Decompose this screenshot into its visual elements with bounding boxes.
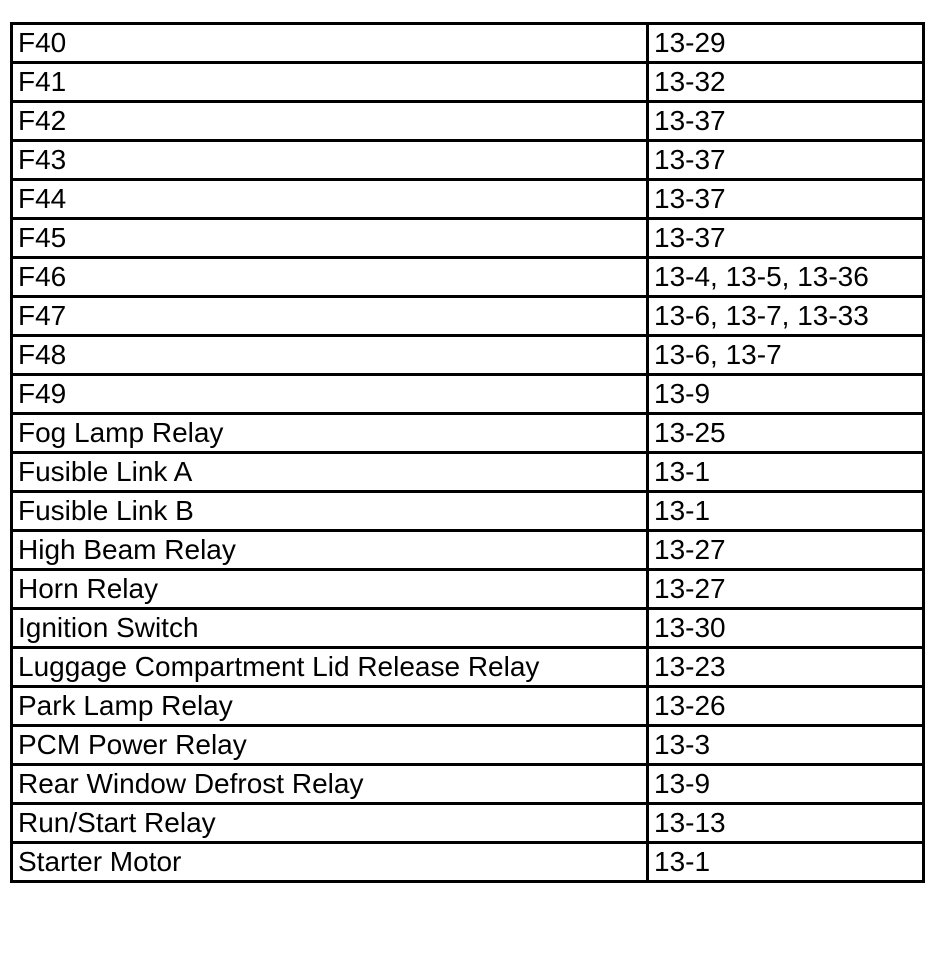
table-row: [12, 336, 924, 375]
table-row: [12, 531, 924, 570]
page-cell: 13-27: [648, 570, 924, 609]
component-cell: High Beam Relay: [12, 531, 648, 570]
component-cell: F44: [12, 180, 648, 219]
table-row: [12, 687, 924, 726]
table-row: [12, 843, 924, 882]
page-cell: 13-4, 13-5, 13-36: [648, 258, 924, 297]
component-cell: F47: [12, 297, 648, 336]
page-cell: 13-29: [648, 24, 924, 63]
table-row: [12, 414, 924, 453]
page-cell: 13-25: [648, 414, 924, 453]
page-cell: 13-9: [648, 375, 924, 414]
page-cell: 13-37: [648, 180, 924, 219]
page-cell: 13-37: [648, 102, 924, 141]
page-cell: 13-1: [648, 843, 924, 882]
component-cell: F45: [12, 219, 648, 258]
table-row: [12, 219, 924, 258]
table-row: [12, 804, 924, 843]
table-row: [12, 648, 924, 687]
page-cell: 13-6, 13-7: [648, 336, 924, 375]
component-cell: Luggage Compartment Lid Release Relay: [12, 648, 648, 687]
component-cell: Fusible Link B: [12, 492, 648, 531]
page-cell: 13-32: [648, 63, 924, 102]
component-index-table-wrapper: [10, 22, 922, 883]
component-cell: Ignition Switch: [12, 609, 648, 648]
component-cell: F40: [12, 24, 648, 63]
table-row: [12, 24, 924, 63]
component-cell: Fog Lamp Relay: [12, 414, 648, 453]
page-cell: 13-1: [648, 453, 924, 492]
component-cell: F49: [12, 375, 648, 414]
page-cell: 13-26: [648, 687, 924, 726]
table-row: [12, 609, 924, 648]
page-cell: 13-9: [648, 765, 924, 804]
table-row: [12, 375, 924, 414]
table-row: [12, 141, 924, 180]
page-cell: 13-6, 13-7, 13-33: [648, 297, 924, 336]
component-cell: Fusible Link A: [12, 453, 648, 492]
component-cell: Rear Window Defrost Relay: [12, 765, 648, 804]
component-cell: F48: [12, 336, 648, 375]
table-row: [12, 258, 924, 297]
component-cell: Starter Motor: [12, 843, 648, 882]
component-cell: Run/Start Relay: [12, 804, 648, 843]
component-cell: F46: [12, 258, 648, 297]
table-row: [12, 570, 924, 609]
page-cell: 13-1: [648, 492, 924, 531]
page-cell: 13-37: [648, 141, 924, 180]
page-cell: 13-37: [648, 219, 924, 258]
table-row: [12, 726, 924, 765]
table-row: [12, 297, 924, 336]
table-row: [12, 180, 924, 219]
component-index-table: [10, 22, 925, 883]
component-cell: PCM Power Relay: [12, 726, 648, 765]
page-cell: 13-30: [648, 609, 924, 648]
table-row: [12, 102, 924, 141]
component-cell: F42: [12, 102, 648, 141]
page-cell: 13-13: [648, 804, 924, 843]
page-cell: 13-3: [648, 726, 924, 765]
component-cell: F43: [12, 141, 648, 180]
table-row: [12, 63, 924, 102]
table-body: [12, 24, 924, 882]
component-cell: F41: [12, 63, 648, 102]
table-row: [12, 765, 924, 804]
table-row: [12, 453, 924, 492]
component-cell: Horn Relay: [12, 570, 648, 609]
page-cell: 13-27: [648, 531, 924, 570]
page-cell: 13-23: [648, 648, 924, 687]
component-cell: Park Lamp Relay: [12, 687, 648, 726]
table-row: [12, 492, 924, 531]
